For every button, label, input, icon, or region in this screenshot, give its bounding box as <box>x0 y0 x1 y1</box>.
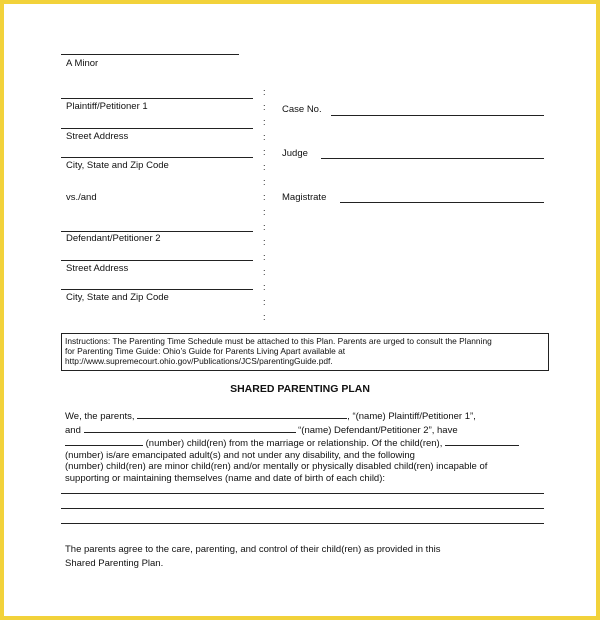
caption-colon: : <box>263 192 266 202</box>
caption-colon: : <box>263 147 266 157</box>
caption-colon: : <box>263 117 266 127</box>
plaintiff-city-label: City, State and Zip Code <box>66 160 169 171</box>
defendant-street-line[interactable] <box>61 260 253 261</box>
children-count-field[interactable] <box>65 436 143 446</box>
paragraph-text: “(name) Defendant/Petitioner 2”, have <box>295 424 458 436</box>
paragraph-text: (number) is/are emancipated adult(s) and not under any disability, and the following <box>65 449 415 461</box>
plaintiff-street-label: Street Address <box>66 131 129 142</box>
plan-title: SHARED PARENTING PLAN <box>230 383 370 395</box>
paragraph-text: (number) child(ren) are minor child(ren) and/or mentally or physically disabled child(ren) incapable of <box>65 461 488 473</box>
caption-colon: : <box>263 222 266 232</box>
caption-colon: : <box>263 162 266 172</box>
parent1-name-field[interactable] <box>137 409 347 419</box>
caption-colon: : <box>263 282 266 292</box>
defendant-city-label: City, State and Zip Code <box>66 292 169 303</box>
defendant-label: Defendant/Petitioner 2 <box>66 233 161 244</box>
closing-line: The parents agree to the care, parenting, and control of their child(ren) as provided in this <box>65 544 441 555</box>
minor-name-line[interactable] <box>61 54 239 55</box>
children-list-line[interactable] <box>61 523 544 524</box>
caption-colon: : <box>263 132 266 142</box>
minor-label: A Minor <box>66 58 99 69</box>
defendant-name-line[interactable] <box>61 231 253 232</box>
magistrate-field[interactable] <box>340 202 544 203</box>
caption-colon: : <box>263 267 266 277</box>
children-list-line[interactable] <box>61 493 544 494</box>
case-number-field[interactable] <box>331 115 544 116</box>
paragraph-text: and <box>65 424 84 436</box>
defendant-street-label: Street Address <box>66 263 129 274</box>
paragraph-text: supporting or maintaining themselves (name and date of birth of each child): <box>65 472 386 484</box>
case-number-label: Case No. <box>282 104 322 115</box>
paragraph-text: We, the parents, <box>65 411 138 422</box>
closing-line: Shared Parenting Plan. <box>65 557 164 569</box>
caption-colon: : <box>263 312 266 322</box>
instructions-link[interactable]: http://www.supremecourt.ohio.gov/Publications/JCS/parentingGuide.pdf. <box>65 356 333 367</box>
children-list-line[interactable] <box>61 508 544 509</box>
caption-colon: : <box>263 87 266 97</box>
plaintiff-street-line[interactable] <box>61 128 253 129</box>
plaintiff-city-line[interactable] <box>61 157 253 158</box>
closing-paragraph <box>65 543 440 570</box>
judge-field[interactable] <box>321 158 544 159</box>
parents-paragraph <box>65 409 545 485</box>
magistrate-label: Magistrate <box>282 192 327 203</box>
caption-colon: : <box>263 237 266 247</box>
paragraph-text: , “(name) Plaintiff/Petitioner 1”, <box>347 411 476 422</box>
instructions-line: Instructions: The Parenting Time Schedule must be attached to this Plan. Parents are urged to consult the Planning <box>65 336 492 346</box>
paragraph-text: (number) child(ren) from the marriage or relationship. Of the child(ren), <box>143 438 446 450</box>
instructions-line: for Parenting Time Guide: Ohio’s Guide for Parents Living Apart available at <box>65 346 346 357</box>
caption-colon: : <box>263 207 266 217</box>
caption-colon: : <box>263 297 266 307</box>
parent2-name-field[interactable] <box>84 423 296 433</box>
caption-colon: : <box>263 102 266 112</box>
plaintiff-label: Plaintiff/Petitioner 1 <box>66 101 148 112</box>
plaintiff-name-line[interactable] <box>61 98 253 99</box>
judge-label: Judge <box>282 148 308 159</box>
versus-label: vs./and <box>66 192 97 203</box>
emancipated-count-field[interactable] <box>445 436 519 446</box>
defendant-city-line[interactable] <box>61 289 253 290</box>
caption-colon: : <box>263 252 266 262</box>
caption-colon: : <box>263 177 266 187</box>
instructions-box <box>61 333 549 371</box>
